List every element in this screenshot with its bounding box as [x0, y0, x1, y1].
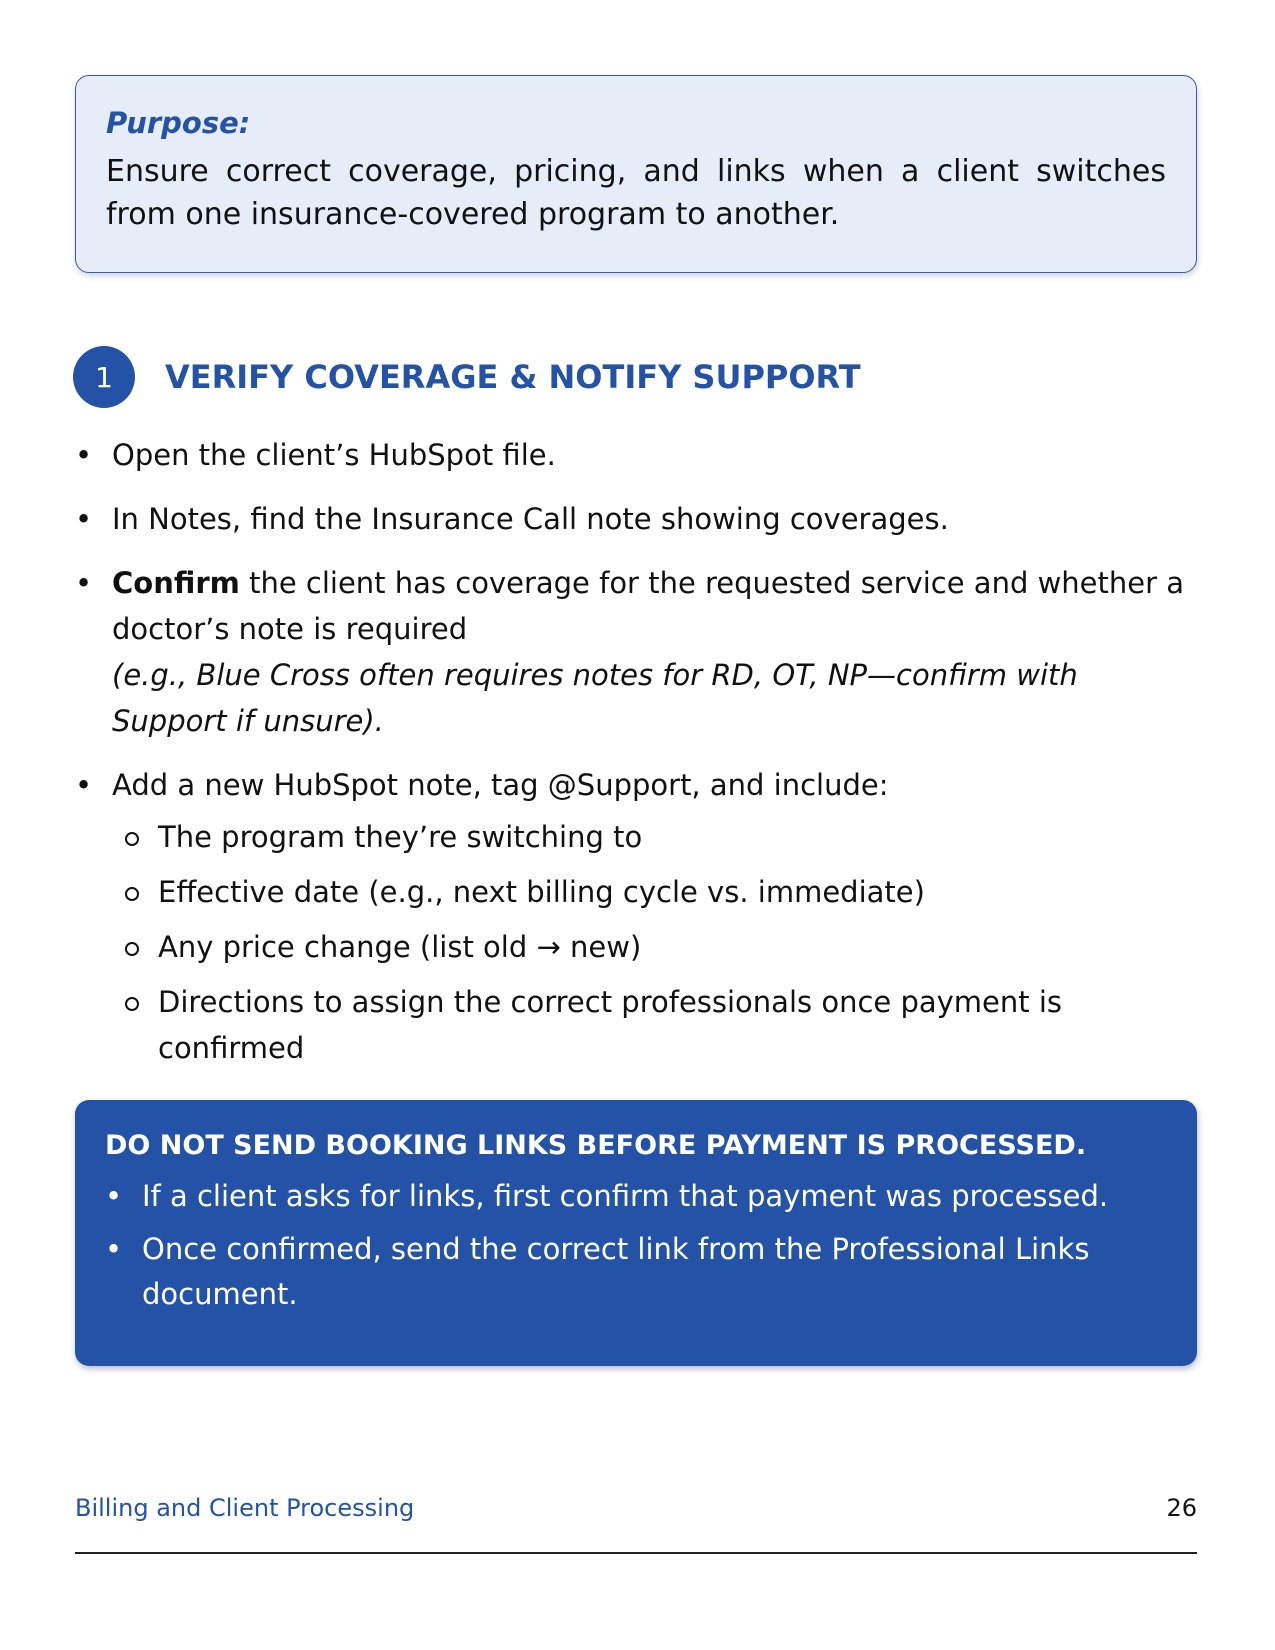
warning-item-text: If a client asks for links, first confirm that payment was processed. [142, 1179, 1109, 1213]
purpose-text: Ensure correct coverage, pricing, and links when a client switches from one insurance-covered program to another. [106, 154, 1166, 232]
section-title: VERIFY COVERAGE & NOTIFY SUPPORT [165, 358, 861, 396]
bullet-icon: • [75, 566, 93, 600]
warning-title: DO NOT SEND BOOKING LINKS BEFORE PAYMENT IS PROCESSED. [105, 1130, 1087, 1161]
bullet-icon: • [75, 438, 93, 472]
bullet-text: Add a new HubSpot note, tag @Support, and include: [112, 768, 889, 802]
sub-list-item [112, 924, 1195, 970]
warning-callout [75, 1100, 1197, 1366]
list-item [75, 560, 1195, 744]
section-header [73, 345, 861, 409]
warning-item-text: Once confirmed, send the correct link from the Professional Links document. [142, 1232, 1090, 1311]
sub-item-text: Effective date (e.g., next billing cycle vs. immediate) [158, 875, 925, 909]
hollow-bullet-icon [125, 997, 139, 1011]
confirm-keyword: Confirm [112, 566, 240, 600]
sub-item-text: Any price change (list old → new) [158, 930, 642, 964]
sub-list-item [112, 869, 1195, 915]
sub-bullet-list [112, 814, 1195, 1071]
section-number-badge: 1 [73, 346, 135, 408]
list-item [75, 496, 1195, 542]
example-note: (e.g., Blue Cross often requires notes for RD, OT, NP—confirm with Support if unsure). [112, 658, 1078, 738]
bullet-icon: • [75, 502, 93, 536]
bullet-icon: • [75, 768, 93, 802]
bullet-text: In Notes, find the Insurance Call note showing coverages. [112, 502, 949, 536]
footer-divider [75, 1552, 1197, 1554]
hollow-bullet-icon [125, 887, 139, 901]
bullet-text: the client has coverage for the requested service and whether a doctor’s note is required [112, 566, 1185, 646]
sub-item-text: Directions to assign the correct professionals once payment is confirmed [158, 985, 1063, 1065]
bullet-icon: • [105, 1232, 123, 1266]
bullet-text: Open the client’s HubSpot file. [112, 438, 556, 472]
warning-list [105, 1174, 1167, 1317]
hollow-bullet-icon [125, 942, 139, 956]
sub-list-item [112, 979, 1195, 1071]
purpose-box [75, 75, 1197, 273]
list-item [75, 432, 1195, 478]
footer-title: Billing and Client Processing [75, 1494, 415, 1522]
warning-item [105, 1174, 1167, 1219]
hollow-bullet-icon [125, 832, 139, 846]
list-item [75, 762, 1195, 1071]
sub-list-item [112, 814, 1195, 860]
sub-item-text: The program they’re switching to [158, 820, 643, 854]
bullet-icon: • [105, 1179, 123, 1213]
step-bullet-list [75, 432, 1195, 1089]
warning-item [105, 1227, 1167, 1317]
purpose-label: Purpose: [106, 106, 251, 140]
page-number: 26 [1166, 1494, 1197, 1522]
